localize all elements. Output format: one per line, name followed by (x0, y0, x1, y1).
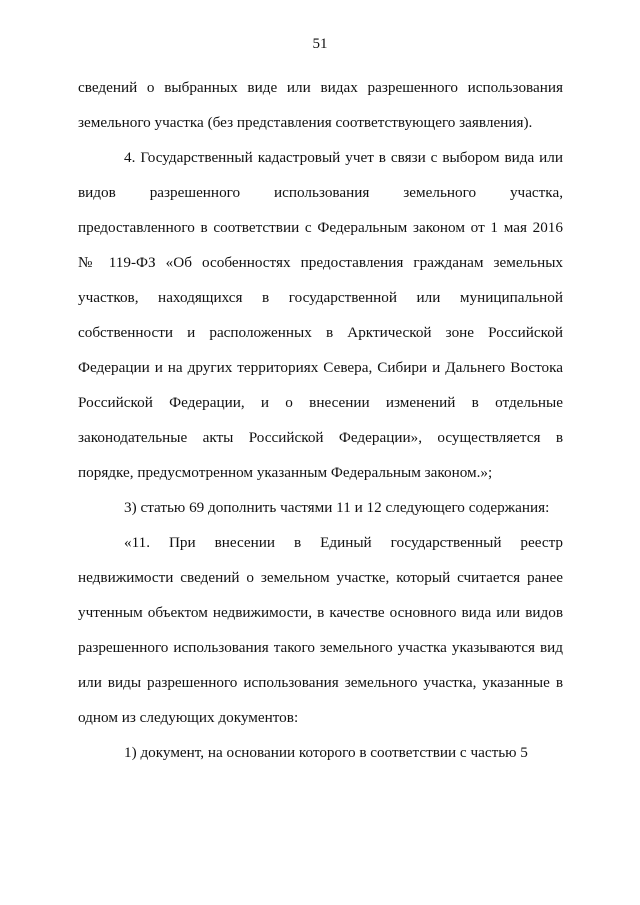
page-number: 51 (312, 36, 328, 52)
paragraph-part-11: «11. При внесении в Единый государственный реестр недвижимости сведений о земельном участке, который считается ранее учтенным объектом недвижимости, в качестве основного вида или видов разрешенного использования такого земельного участка указываются вид или виды разрешенного использования земельного участка, указанные в одном из следующих документов: (78, 534, 563, 726)
document-body (78, 70, 563, 770)
paragraph-subitem-1: 1) документ, на основании которого в соответствии с частью 5 (124, 744, 528, 761)
paragraph-continuation: сведений о выбранных виде или видах разрешенного использования земельного участка (без представления соответствующего заявления). (78, 79, 563, 131)
paragraph-item-4: 4. Государственный кадастровый учет в связи с выбором вида или видов разрешенного использования земельного участка, предоставленного в соответствии с Федеральным законом от 1 мая 2016 № 119-ФЗ «Об особенностях предоставления гражданам земельных участков, находящихся в государственной или муниципальной собственности и расположенных в Арктической зоне Российской Федерации и на других территориях Севера, Сибири и Дальнего Востока Российской Федерации, и о внесении изменений в отдельные законодательные акты Российской Федерации», осуществляется в порядке, предусмотренном указанным Федеральным законом.»; (78, 149, 563, 481)
paragraph-item-3: 3) статью 69 дополнить частями 11 и 12 следующего содержания: (124, 499, 550, 516)
